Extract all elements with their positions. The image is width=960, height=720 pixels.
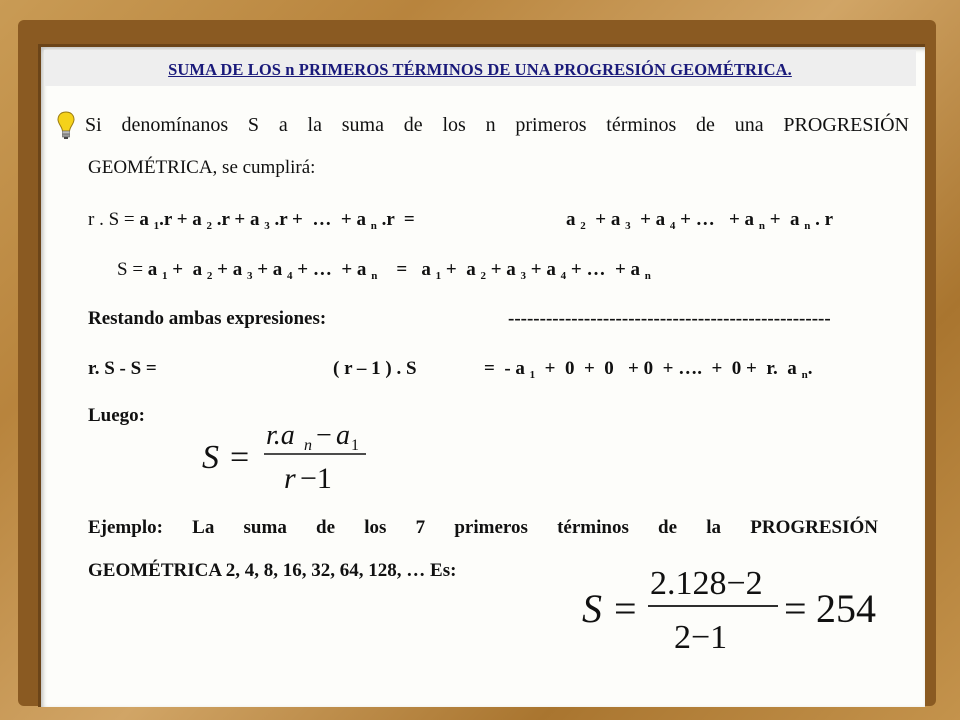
svg-text:2−1: 2−1 [674,619,728,656]
svg-text:r: r [284,462,296,495]
example-line-1: Ejemplo: La suma de los 7 primeros términos de la PROGRESIÓN [88,517,878,538]
svg-text:−1: −1 [300,462,332,495]
equation-1-left: r . S = a $_1$.r + a $_2$ .r + a $_3$ .r + … + a $_n$ .r = [88,209,415,232]
lightbulb-icon [55,110,77,142]
svg-text:2.128−2: 2.128−2 [650,565,763,602]
svg-text:=: = [230,439,250,476]
equation-1-right: a $_2$ + a $_3$ + a $_4$ + … + a $_n$ + a $_n$ . r [566,209,834,232]
svg-text:=: = [784,586,807,631]
intro-line-1: Si denomínanos S a la suma de los n primeros términos de una PROGRESIÓN [85,114,909,136]
svg-text:1: 1 [351,437,359,454]
luego-label: Luego: [88,405,145,426]
svg-text:254: 254 [816,586,876,631]
equation-2: S = a $_1$ + a $_2$ + a $_3$ + a $_4$ + … + a $_n$ = a $_1$ + a $_2$ + a $_3$ + a $_4$ + … + a $_n$ [117,259,651,282]
svg-text:=: = [614,586,637,631]
subtract-dashes: --------------------------------------------------- [508,308,831,329]
example-line-2: GEOMÉTRICA 2, 4, 8, 16, 32, 64, 128, … Es: [88,560,457,581]
example-formula [580,560,890,660]
intro-line-2: GEOMÉTRICA, se cumplirá: [88,157,316,178]
svg-text:a: a [336,420,350,451]
subtract-label: Restando ambas expresiones: [88,308,327,329]
svg-text:S: S [582,586,602,631]
page-title: SUMA DE LOS n PRIMEROS TÉRMINOS DE UNA PROGRESIÓN GEOMÉTRICA. [168,60,792,79]
svg-text:−: − [316,420,332,451]
equation-3-right: = - a $_1$ + 0 + 0 + 0 + …. + 0 + r. a $_n$. [484,358,813,381]
equation-3-left: r. S - S = [88,358,157,379]
equation-3-middle: ( r – 1 ) . S [333,358,417,379]
svg-text:r.a: r.a [266,420,295,451]
sum-formula [200,418,380,498]
svg-text:S: S [202,439,219,476]
svg-text:n: n [304,437,312,454]
